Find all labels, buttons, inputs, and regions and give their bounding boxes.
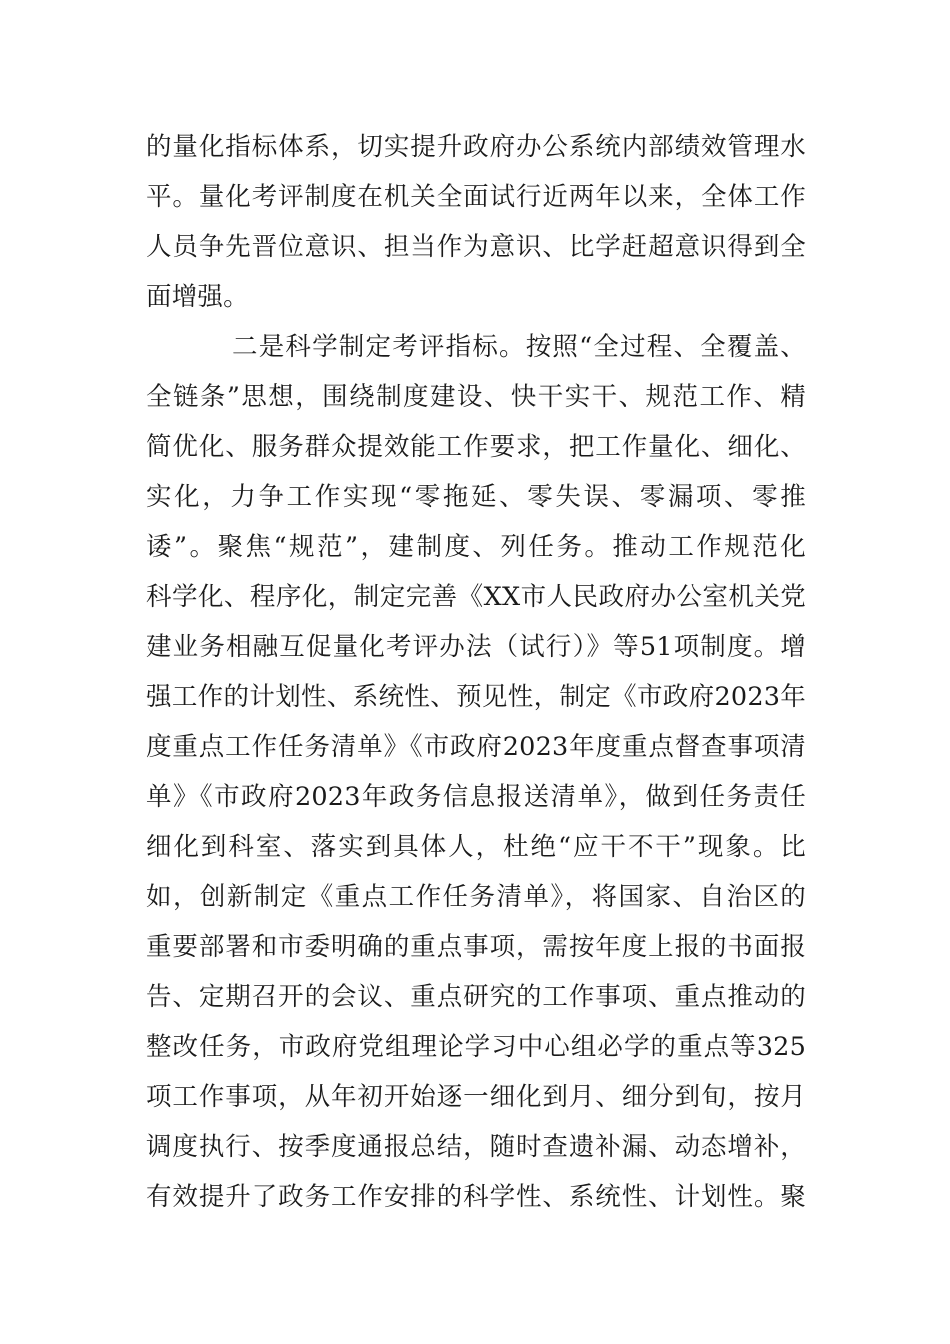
text-line-3: 人员争先晋位意识、担当作为意识、比学赶超意识得到全 <box>146 232 806 262</box>
text-line-21: 调度执行、按季度通报总结，随时查遗补漏、动态增补， <box>146 1132 806 1162</box>
text-line-22: 有效提升了政务工作安排的科学性、系统性、计划性。聚 <box>146 1182 806 1212</box>
text-line-6: 全链条”思想，围绕制度建设、快干实干、规范工作、精 <box>146 382 806 412</box>
text-line-7: 简优化、服务群众提效能工作要求，把工作量化、细化、 <box>146 432 806 462</box>
text-line-9: 诿”。聚焦“规范”，建制度、列任务。推动工作规范化 <box>146 532 806 562</box>
text-line-4: 面增强。 <box>146 282 249 312</box>
text-line-5-paragraph-start: 二是科学制定考评指标。按照“全过程、全覆盖、 <box>232 332 806 362</box>
text-line-15: 细化到科室、落实到具体人，杜绝“应干不干”现象。比 <box>146 832 806 862</box>
text-line-8: 实化，力争工作实现“零拖延、零失误、零漏项、零推 <box>146 482 806 512</box>
text-line-10: 科学化、程序化，制定完善《XX市人民政府办公室机关党 <box>146 582 806 612</box>
text-line-12: 强工作的计划性、系统性、预见性，制定《市政府2023年 <box>146 682 806 712</box>
text-line-19: 整改任务，市政府党组理论学习中心组必学的重点等325 <box>146 1032 806 1062</box>
text-line-16: 如，创新制定《重点工作任务清单》，将国家、自治区的 <box>146 882 806 912</box>
text-line-2: 平。量化考评制度在机关全面试行近两年以来，全体工作 <box>146 182 806 212</box>
text-line-14: 单》《市政府2023年政务信息报送清单》，做到任务责任 <box>146 782 806 812</box>
text-line-11: 建业务相融互促量化考评办法（试行）》等51项制度。增 <box>146 632 806 662</box>
text-line-13: 度重点工作任务清单》《市政府2023年度重点督查事项清 <box>146 732 806 762</box>
text-line-18: 告、定期召开的会议、重点研究的工作事项、重点推动的 <box>146 982 806 1012</box>
text-line-17: 重要部署和市委明确的重点事项，需按年度上报的书面报 <box>146 932 806 962</box>
text-line-20: 项工作事项，从年初开始逐一细化到月、细分到旬，按月 <box>146 1082 806 1112</box>
text-line-1: 的量化指标体系，切实提升政府办公系统内部绩效管理水 <box>146 132 806 162</box>
